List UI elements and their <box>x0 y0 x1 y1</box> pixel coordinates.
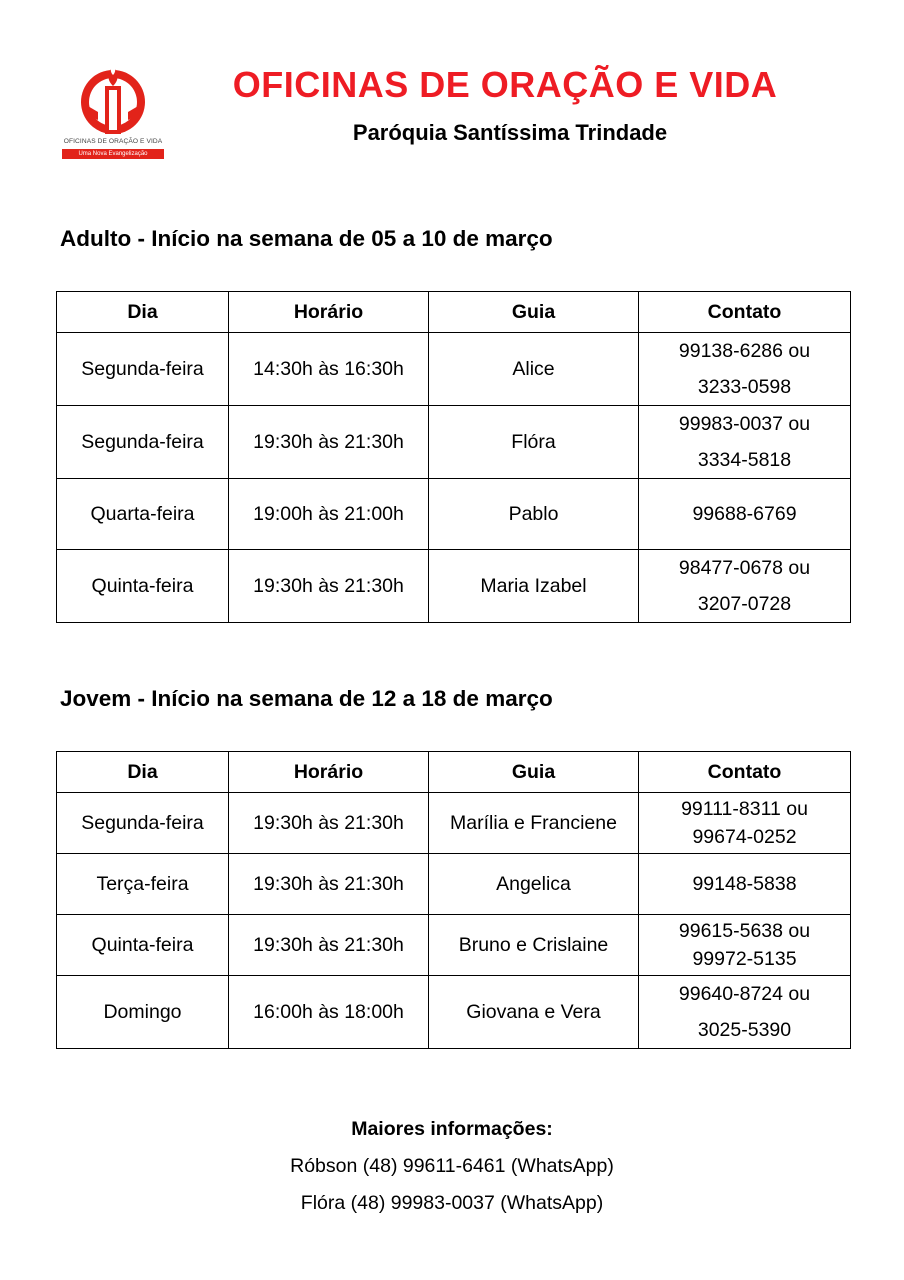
column-header-day: Dia <box>57 752 229 793</box>
time-cell: 19:30h às 21:30h <box>229 854 429 915</box>
young-section-heading: Jovem - Início na semana de 12 a 18 de março <box>60 686 553 711</box>
guide-cell: Giovana e Vera <box>429 976 639 1049</box>
column-header-time: Horário <box>229 292 429 333</box>
table-row <box>57 479 851 550</box>
adult-schedule-table <box>56 291 851 623</box>
flame-logo-icon <box>58 60 168 140</box>
contact-cell: 99148-5838 <box>639 854 851 915</box>
guide-cell: Flóra <box>429 406 639 479</box>
contact-line: 99674-0252 <box>692 826 797 848</box>
contact-cell <box>639 976 851 1049</box>
contact-line: 99111-8311 ou <box>681 798 808 820</box>
column-header-contact: Contato <box>639 292 851 333</box>
contact-line: 3334-5818 <box>697 449 792 471</box>
contact-cell: 99688-6769 <box>639 479 851 550</box>
page-title: OFICINAS DE ORAÇÃO E VIDA <box>232 64 778 105</box>
day-cell: Segunda-feira <box>57 793 229 854</box>
guide-cell: Marília e Franciene <box>429 793 639 854</box>
time-cell: 19:30h às 21:30h <box>229 550 429 623</box>
table-header-row <box>57 292 851 333</box>
contact-line: 99138-6286 ou <box>678 340 811 362</box>
day-cell: Quarta-feira <box>57 479 229 550</box>
contact-cell <box>639 406 851 479</box>
logo-tagline: Uma Nova Evangelização <box>62 149 164 159</box>
contact-line: 3233-0598 <box>697 376 792 398</box>
guide-cell: Alice <box>429 333 639 406</box>
day-cell: Domingo <box>57 976 229 1049</box>
contact-line: 3207-0728 <box>697 593 792 615</box>
column-header-guide: Guia <box>429 752 639 793</box>
contact-line: 99615-5638 ou <box>678 920 811 942</box>
day-cell: Quinta-feira <box>57 550 229 623</box>
column-header-day: Dia <box>57 292 229 333</box>
guide-cell: Maria Izabel <box>429 550 639 623</box>
contact-line: 99983-0037 ou <box>678 413 811 435</box>
contact-cell <box>639 915 851 976</box>
day-cell: Terça-feira <box>57 854 229 915</box>
time-cell: 19:30h às 21:30h <box>229 915 429 976</box>
parish-logo <box>58 60 168 164</box>
time-cell: 19:00h às 21:00h <box>229 479 429 550</box>
contact-cell <box>639 793 851 854</box>
table-row <box>57 550 851 623</box>
guide-cell: Angelica <box>429 854 639 915</box>
contact-robson: Róbson (48) 99611-6461 (WhatsApp) <box>290 1155 614 1177</box>
table-row <box>57 976 851 1049</box>
contact-flora: Flóra (48) 99983-0037 (WhatsApp) <box>300 1192 604 1214</box>
young-schedule-table <box>56 751 851 1049</box>
contact-line: 3025-5390 <box>697 1019 792 1041</box>
column-header-contact: Contato <box>639 752 851 793</box>
contact-line: 99972-5135 <box>692 948 797 970</box>
contact-cell <box>639 550 851 623</box>
time-cell: 14:30h às 16:30h <box>229 333 429 406</box>
table-row <box>57 406 851 479</box>
day-cell: Segunda-feira <box>57 333 229 406</box>
table-row <box>57 854 851 915</box>
contact-line: 99640-8724 ou <box>678 983 811 1005</box>
contact-line: 98477-0678 ou <box>678 557 811 579</box>
table-row <box>57 915 851 976</box>
day-cell: Quinta-feira <box>57 915 229 976</box>
time-cell: 19:30h às 21:30h <box>229 793 429 854</box>
day-cell: Segunda-feira <box>57 406 229 479</box>
contact-cell <box>639 333 851 406</box>
column-header-guide: Guia <box>429 292 639 333</box>
adult-section-heading: Adulto - Início na semana de 05 a 10 de março <box>60 226 553 251</box>
column-header-time: Horário <box>229 752 429 793</box>
more-info-heading: Maiores informações: <box>351 1118 553 1140</box>
time-cell: 16:00h às 18:00h <box>229 976 429 1049</box>
logo-caption: OFICINAS DE ORAÇÃO E VIDA <box>63 138 163 145</box>
table-header-row <box>57 752 851 793</box>
page-subtitle: Paróquia Santíssima Trindade <box>352 120 668 145</box>
guide-cell: Bruno e Crislaine <box>429 915 639 976</box>
guide-cell: Pablo <box>429 479 639 550</box>
table-row <box>57 793 851 854</box>
table-row <box>57 333 851 406</box>
time-cell: 19:30h às 21:30h <box>229 406 429 479</box>
